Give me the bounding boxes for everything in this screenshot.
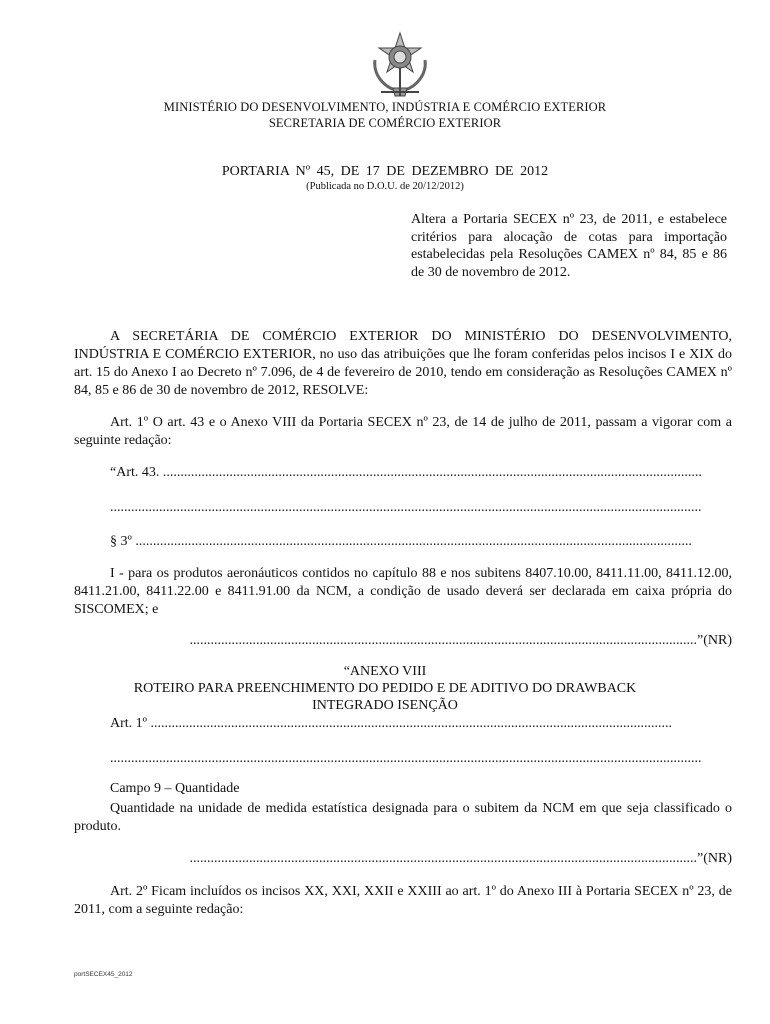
annex-title: “ANEXO VIII (343, 664, 427, 679)
dotted-line: ......................................................................................................................................................................... (110, 751, 702, 766)
campo9-title: Campo 9 – Quantidade (110, 781, 240, 796)
art43-line: “Art. 43. .......................................................................................................................................................... (110, 465, 702, 480)
footer-filename: portSECEX45_2012 (74, 971, 133, 978)
article-2: Art. 2º Ficam incluídos os incisos XX, XXI, XXII e XXIII ao art. 1º do Anexo III à Portaria SECEX nº 23, de 2011, com a seguinte redação: (74, 884, 732, 917)
annex-art1-line: Art. 1º ..................................................................................................................................................... (110, 716, 673, 731)
coat-of-arms-emblem (369, 30, 431, 100)
dotted-line: ......................................................................................................................................................................... (110, 500, 702, 515)
nr-line: .................................................................................................................................................”(NR) (189, 851, 732, 866)
nr-line: .................................................................................................................................................”(NR) (189, 633, 732, 648)
publication-note: (Publicada no D.O.U. de 20/12/2012) (306, 181, 464, 192)
annex-subtitle: ROTEIRO PARA PREENCHIMENTO DO PEDIDO E DE ADITIVO DO DRAWBACK (133, 681, 637, 696)
paragraph-3-line: § 3º ............................................................................................................................................................... (110, 534, 692, 549)
campo9-text: Quantidade na unidade de medida estatística designada para o subitem da NCM em que seja classificado o produto. (74, 801, 732, 834)
preamble-paragraph: A SECRETÁRIA DE COMÉRCIO EXTERIOR DO MINISTÉRIO DO DESENVOLVIMENTO, INDÚSTRIA E COMÉRCIO EXTERIOR, no uso das atribuições que lhe foram conferidas pelos incisos I e XIX do art. 15 do Anexo I ao Decreto nº 7.096, de 4 de fevereiro de 2010, tendo em consideração as Resoluções CAMEX nº 84, 85 e 86 de 30 de novembro de 2012, RESOLVE: (74, 329, 732, 398)
ministry-header: MINISTÉRIO DO DESENVOLVIMENTO, INDÚSTRIA E COMÉRCIO EXTERIOR (163, 100, 607, 114)
annex-subtitle-2: INTEGRADO ISENÇÃO (312, 698, 458, 713)
ordinance-title: PORTARIA Nº 45, DE 17 DE DEZEMBRO DE 2012 (221, 164, 549, 179)
inciso-i: I - para os produtos aeronáuticos contidos no capítulo 88 e nos subitens 8407.10.00, 8411.11.00, 8411.12.00, 8411.21.00, 8411.22.00 e 8411.91.00 da NCM, a condição de usado deverá ser declarada em caixa própria do SISCOMEX; e (74, 566, 732, 617)
ementa-summary: Altera a Portaria SECEX nº 23, de 2011, e estabelece critérios para alocação de cotas para importação estabelecidas pela Resoluções CAMEX nº 84, 85 e 86 de 30 de novembro de 2012. (411, 212, 727, 280)
secretariat-header: SECRETARIA DE COMÉRCIO EXTERIOR (268, 116, 502, 130)
article-1: Art. 1º O art. 43 e o Anexo VIII da Portaria SECEX nº 23, de 14 de julho de 2011, passam a vigorar com a seguinte redação: (74, 415, 732, 448)
